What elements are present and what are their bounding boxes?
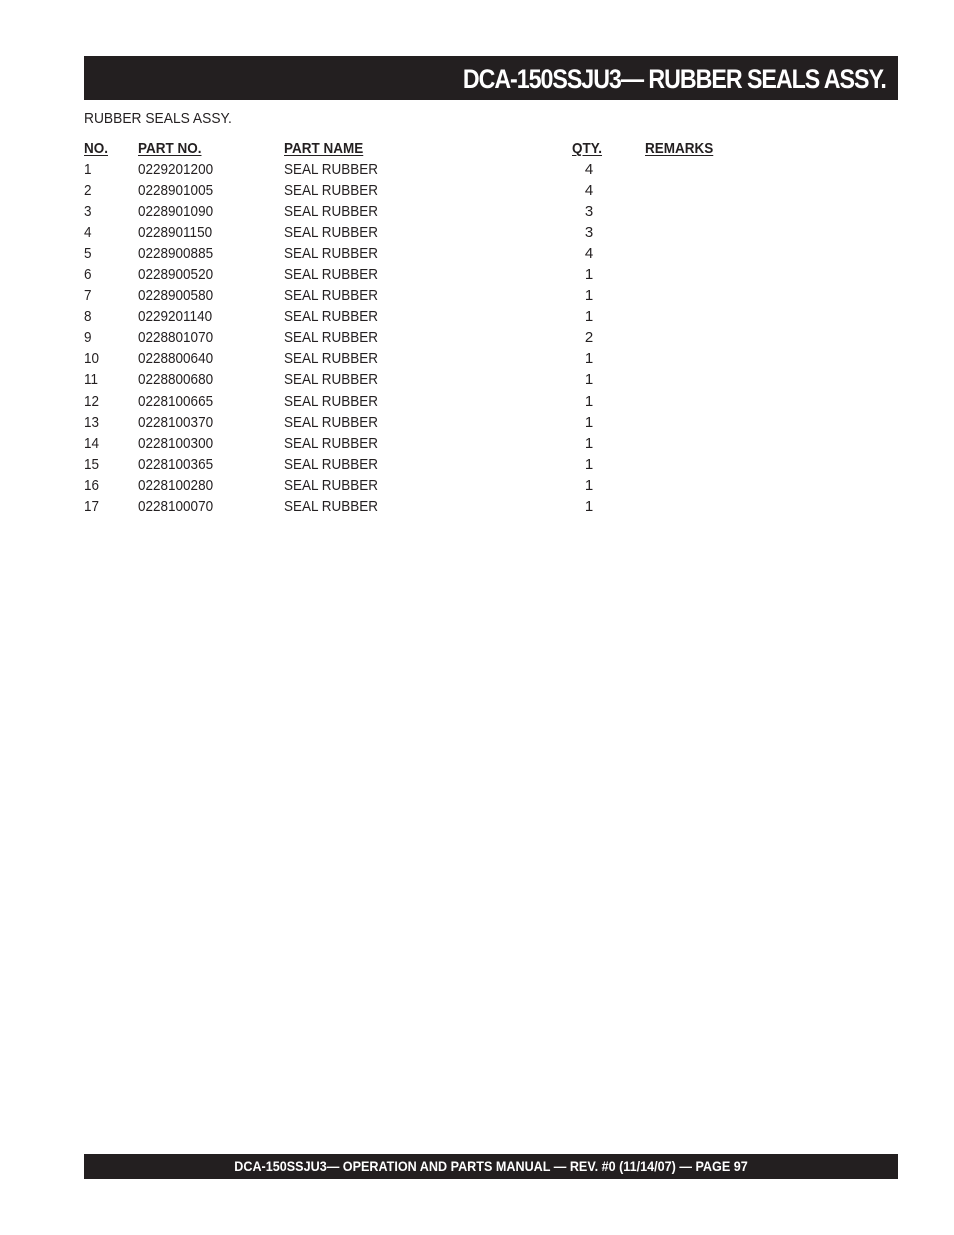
cell-no: 8 — [84, 308, 92, 326]
table-row — [84, 223, 784, 244]
cell-qty: 1 — [584, 308, 594, 326]
cell-no: 9 — [84, 329, 92, 347]
cell-qty: 4 — [584, 245, 594, 263]
cell-part-name: SEAL RUBBER — [284, 392, 379, 410]
cell-part-no: 0228100300 — [138, 434, 214, 452]
table-row — [84, 497, 784, 518]
cell-qty: 1 — [584, 266, 594, 284]
cell-part-no: 0228800680 — [138, 371, 214, 389]
cell-no: 15 — [84, 455, 100, 473]
cell-no: 2 — [84, 182, 92, 200]
header-bar — [84, 56, 898, 100]
cell-part-no: 0228900885 — [138, 245, 214, 263]
cell-part-no: 0228100070 — [138, 497, 214, 515]
column-header-part-no: PART NO. — [138, 140, 202, 157]
cell-part-name: SEAL RUBBER — [284, 434, 379, 452]
cell-part-name: SEAL RUBBER — [284, 266, 379, 284]
cell-part-name: SEAL RUBBER — [284, 245, 379, 263]
table-row — [84, 286, 784, 307]
table-row — [84, 181, 784, 202]
cell-qty: 1 — [584, 455, 594, 473]
cell-no: 4 — [84, 224, 92, 242]
cell-part-no: 0228100280 — [138, 476, 214, 494]
table-row — [84, 328, 784, 349]
cell-part-name: SEAL RUBBER — [284, 224, 379, 242]
table-row — [84, 349, 784, 370]
cell-no: 1 — [84, 161, 92, 178]
cell-part-no: 0228100665 — [138, 392, 214, 410]
table-row — [84, 244, 784, 265]
cell-qty: 1 — [584, 413, 594, 431]
cell-qty: 3 — [584, 203, 594, 221]
cell-no: 17 — [84, 497, 100, 515]
cell-no: 13 — [84, 413, 100, 431]
table-header-row — [84, 139, 784, 160]
cell-part-name: SEAL RUBBER — [284, 308, 379, 326]
parts-table — [84, 139, 784, 518]
table-row — [84, 413, 784, 434]
table-row — [84, 476, 784, 497]
cell-no: 11 — [84, 371, 99, 389]
table-row — [84, 160, 784, 181]
column-header-part-name: PART NAME — [284, 140, 364, 157]
footer-text: DCA-150SSJU3— OPERATION AND PARTS MANUAL — REV. #0 (11/14/07) — PAGE 97 — [234, 1158, 748, 1174]
section-label: RUBBER SEALS ASSY. — [84, 110, 232, 127]
cell-part-name: SEAL RUBBER — [284, 182, 379, 200]
cell-part-no: 0229201200 — [138, 161, 214, 178]
cell-part-name: SEAL RUBBER — [284, 476, 379, 494]
cell-no: 3 — [84, 203, 92, 221]
cell-part-no: 0229201140 — [138, 308, 213, 326]
cell-part-name: SEAL RUBBER — [284, 413, 379, 431]
cell-qty: 1 — [584, 476, 594, 494]
cell-qty: 3 — [584, 224, 594, 242]
cell-part-name: SEAL RUBBER — [284, 350, 379, 368]
table-row — [84, 265, 784, 286]
cell-qty: 1 — [584, 497, 594, 515]
cell-part-no: 0228901150 — [138, 224, 213, 242]
cell-part-name: SEAL RUBBER — [284, 203, 379, 221]
cell-qty: 4 — [584, 161, 594, 178]
cell-qty: 1 — [584, 434, 594, 452]
cell-part-name: SEAL RUBBER — [284, 287, 379, 305]
cell-part-name: SEAL RUBBER — [284, 161, 379, 178]
cell-no: 7 — [84, 287, 92, 305]
page-title: DCA-150SSJU3— RUBBER SEALS ASSY. — [463, 64, 886, 94]
cell-part-no: 0228901005 — [138, 182, 214, 200]
cell-part-no: 0228900520 — [138, 266, 214, 284]
cell-qty: 2 — [584, 329, 594, 347]
cell-no: 10 — [84, 350, 100, 368]
cell-part-no: 0228801070 — [138, 329, 214, 347]
table-row — [84, 455, 784, 476]
cell-qty: 1 — [584, 287, 594, 305]
cell-part-no: 0228800640 — [138, 350, 214, 368]
cell-qty: 4 — [584, 182, 594, 200]
table-row — [84, 434, 784, 455]
cell-no: 5 — [84, 245, 92, 263]
footer-bar — [84, 1154, 898, 1179]
cell-no: 16 — [84, 476, 100, 494]
column-header-qty: QTY. — [572, 140, 603, 157]
cell-qty: 1 — [584, 371, 594, 389]
column-header-no: NO. — [84, 140, 109, 157]
table-row — [84, 370, 784, 391]
cell-no: 12 — [84, 392, 100, 410]
cell-part-no: 0228901090 — [138, 203, 214, 221]
cell-part-name: SEAL RUBBER — [284, 455, 379, 473]
cell-no: 14 — [84, 434, 100, 452]
column-header-remarks: REMARKS — [645, 140, 714, 157]
cell-part-no: 0228900580 — [138, 287, 214, 305]
cell-part-name: SEAL RUBBER — [284, 497, 379, 515]
table-row — [84, 392, 784, 413]
table-row — [84, 307, 784, 328]
cell-no: 6 — [84, 266, 92, 284]
cell-part-name: SEAL RUBBER — [284, 371, 379, 389]
table-body — [84, 160, 784, 518]
cell-part-no: 0228100370 — [138, 413, 214, 431]
cell-part-name: SEAL RUBBER — [284, 329, 379, 347]
cell-part-no: 0228100365 — [138, 455, 214, 473]
table-row — [84, 202, 784, 223]
cell-qty: 1 — [584, 350, 594, 368]
cell-qty: 1 — [584, 392, 594, 410]
